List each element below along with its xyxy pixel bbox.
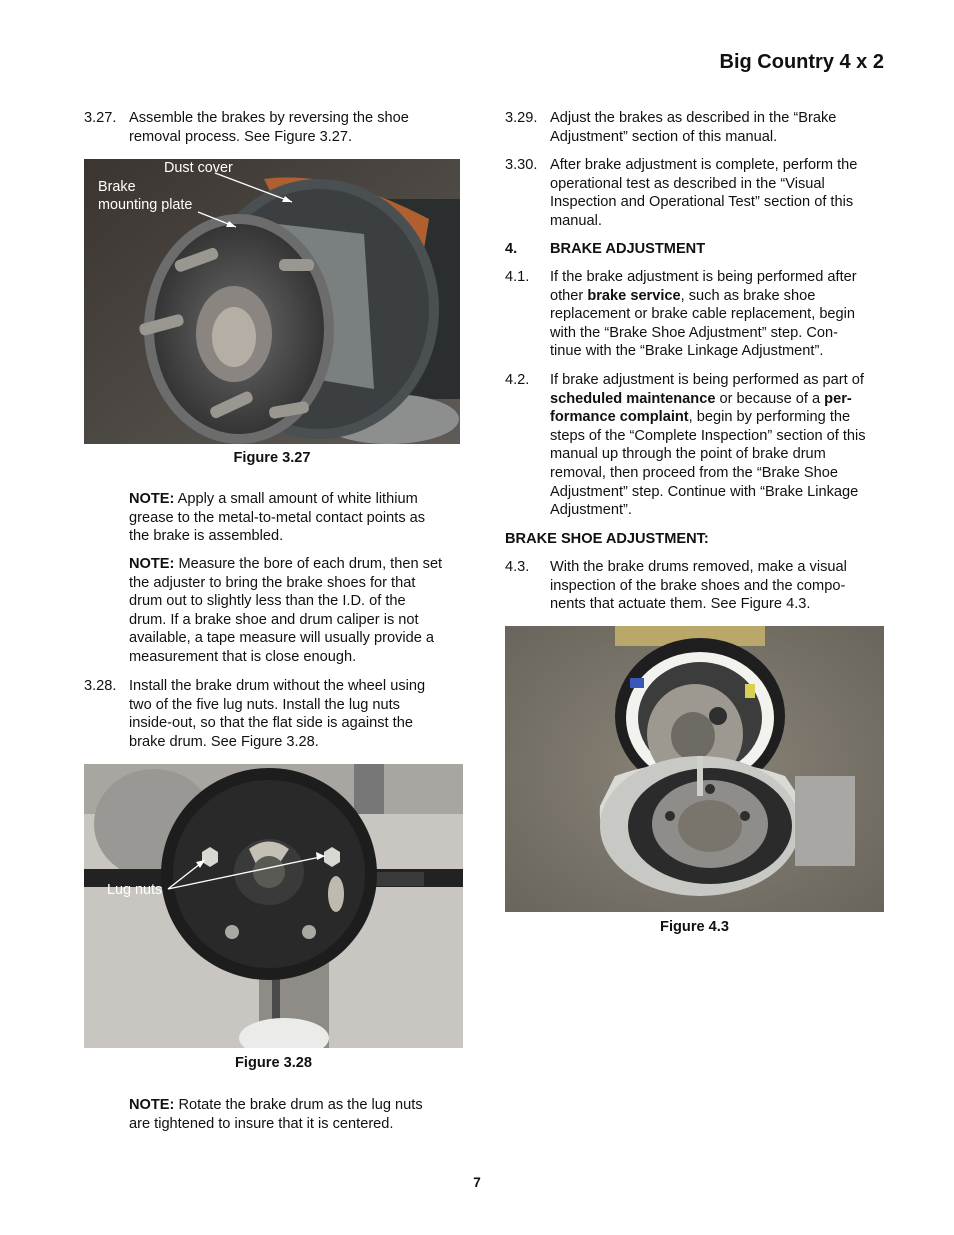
step-number: 3.30.	[505, 157, 538, 173]
text-line: removal process. See Figure 3.27.	[129, 128, 353, 145]
figure-caption: Figure 3.28	[234, 1055, 313, 1071]
text-line: manual.	[550, 212, 602, 229]
text-line: grease to the metal-to-metal contact points as	[129, 509, 426, 526]
note-lithium-grease	[129, 490, 469, 546]
text-line: scheduled maintenance or because of a per-	[550, 390, 852, 407]
subheading-brake-shoe-adjustment: BRAKE SHOE ADJUSTMENT:	[505, 531, 709, 547]
step-number: 4.2.	[505, 372, 530, 388]
text-line: manual up through the point of brake drum	[550, 446, 826, 463]
text-line: Assemble the brakes by reversing the shoe	[129, 110, 409, 126]
figure-3-28-photo	[84, 764, 463, 1048]
label-lug-nuts: Lug nuts	[107, 882, 163, 898]
figure-4-3-photo	[505, 626, 884, 912]
text-line: replacement or brake cable replacement, begin	[550, 306, 856, 323]
step-number: 4.1.	[505, 269, 530, 285]
text-line: the brake is assembled.	[129, 528, 284, 545]
text-line: If brake adjustment is being performed as part of	[550, 372, 864, 388]
text-line: NOTE: Rotate the brake drum as the lug nuts	[129, 1097, 423, 1113]
note-label: NOTE:	[129, 1097, 175, 1113]
step-number: 3.28.	[84, 678, 117, 694]
label-mounting-plate: mounting plate	[98, 197, 193, 213]
text-line: formance complaint, begin by performing the	[550, 409, 851, 426]
text-line: If the brake adjustment is being performed after	[550, 269, 857, 285]
step-number: 3.29.	[505, 110, 538, 126]
text-line: Install the brake drum without the wheel using	[129, 678, 426, 694]
text-line: Adjust the brakes as described in the “Brake	[550, 110, 837, 126]
text-line: Adjustment”.	[550, 502, 632, 519]
text-line: NOTE: Measure the bore of each drum, then set	[129, 556, 443, 572]
text-line: two of the five lug nuts. Install the lug nuts	[129, 696, 400, 713]
text-line: other brake service, such as brake shoe	[550, 287, 816, 304]
note-rotate-drum	[129, 1096, 469, 1133]
label-dust-cover: Dust cover	[164, 160, 233, 176]
figure-caption: Figure 3.27	[233, 450, 311, 466]
text-line: inside-out, so that the flat side is against the	[129, 715, 413, 732]
page-title: Big Country 4 x 2	[719, 51, 884, 73]
text-line: measurement that is close enough.	[129, 648, 357, 665]
note-label: NOTE:	[129, 491, 175, 507]
figure-3-27-photo	[84, 159, 460, 444]
figure-caption: Figure 4.3	[660, 919, 729, 935]
page-number: 7	[473, 1175, 481, 1190]
label-brake: Brake	[98, 179, 136, 195]
step-number: 4.3.	[505, 559, 530, 575]
text-line: with the “Brake Shoe Adjustment” step. Con-	[550, 324, 838, 341]
text-line: Inspection and Operational Test” section of this	[550, 194, 854, 211]
note-drum-bore	[129, 555, 474, 667]
text-line: NOTE: Apply a small amount of white lithium	[129, 491, 418, 507]
text-line: are tightened to insure that it is centered.	[129, 1115, 394, 1132]
text-line: drum out to slightly less than the I.D. of the	[129, 593, 406, 610]
text-line: nents that actuate them. See Figure 4.3.	[550, 596, 811, 613]
text-line: inspection of the brake shoes and the compo-	[550, 577, 846, 594]
text-line: tinue with the “Brake Linkage Adjustment”.	[550, 343, 824, 360]
step-number: 3.27.	[84, 110, 117, 126]
text-line: brake drum. See Figure 3.28.	[129, 733, 319, 750]
text-line: available, a tape measure will usually provide a	[129, 630, 435, 647]
text-line: With the brake drums removed, make a visual	[550, 559, 847, 575]
text-line: Adjustment” section of this manual.	[550, 128, 778, 145]
text-line: operational test as described in the “Visual	[550, 175, 825, 192]
text-line: drum. If a brake shoe and drum caliper is not	[129, 611, 419, 628]
text-line: After brake adjustment is complete, perform the	[550, 157, 858, 173]
text-line: Adjustment” step. Continue with “Brake Linkage	[550, 483, 859, 500]
text-line: removal, then proceed from the “Brake Shoe	[550, 464, 838, 481]
text-line: the adjuster to bring the brake shoes for that	[129, 574, 416, 591]
note-label: NOTE:	[129, 556, 175, 572]
text-line: steps of the “Complete Inspection” section of this	[550, 427, 866, 444]
